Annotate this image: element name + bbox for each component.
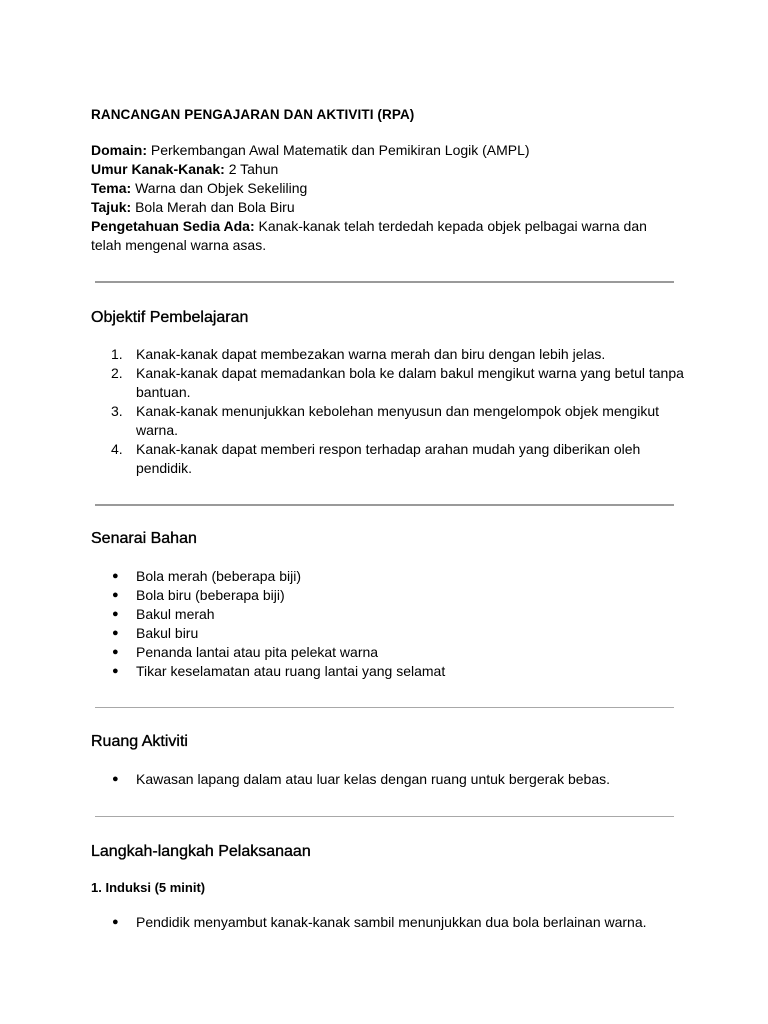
list-item-text: Kanak-kanak dapat memadankan bola ke dalam bakul mengikut warna yang betul tanpa bantuan.: [136, 365, 684, 400]
theme-value: Warna dan Objek Sekeliling: [131, 180, 308, 196]
list-item-text: Kawasan lapang dalam atau luar kelas dengan ruang untuk bergerak bebas.: [136, 771, 610, 787]
list-item: [91, 913, 691, 932]
divider: [95, 504, 674, 506]
topic-value: Bola Merah dan Bola Biru: [131, 199, 295, 215]
age-line: [91, 160, 681, 179]
bullet-icon: ●: [112, 665, 119, 677]
list-item-text: Tikar keselamatan atau ruang lantai yang selamat: [136, 663, 446, 679]
document-title: RANCANGAN PENGAJARAN DAN AKTIVITI (RPA): [91, 107, 415, 122]
list-item-text: Kanak-kanak dapat memberi respon terhadap arahan mudah yang diberikan oleh pendidik.: [136, 441, 641, 476]
list-item: [91, 624, 691, 643]
list-item-text: Bola merah (beberapa biji): [136, 568, 301, 584]
age-value: 2 Tahun: [224, 161, 279, 177]
materials-heading: Senarai Bahan: [91, 530, 197, 547]
activity-space-heading: Ruang Aktiviti: [91, 733, 188, 750]
activity-space-list: [91, 770, 691, 789]
list-item: [91, 586, 691, 605]
list-item: [91, 662, 691, 681]
implementation-steps-heading: Langkah-langkah Pelaksanaan: [91, 843, 311, 860]
list-item-text: Bakul biru: [136, 625, 199, 641]
theme-label: Tema:: [91, 180, 132, 196]
list-number: 2.: [111, 365, 123, 381]
prior-knowledge-label: Pengetahuan Sedia Ada:: [91, 218, 255, 234]
bullet-icon: ●: [112, 646, 119, 658]
list-number: 1.: [111, 346, 123, 362]
bullet-icon: ●: [112, 570, 119, 582]
list-number: 3.: [111, 403, 123, 419]
list-item: [91, 567, 691, 586]
bullet-icon: ●: [112, 608, 119, 620]
list-item: [91, 402, 691, 440]
list-item-text: Penanda lantai atau pita pelekat warna: [136, 644, 379, 660]
bullet-icon: ●: [112, 916, 119, 928]
objectives-list: [91, 345, 691, 478]
list-item: [91, 605, 691, 624]
domain-label: Domain:: [91, 142, 147, 158]
list-item: [91, 643, 691, 662]
divider: [95, 816, 674, 817]
bullet-icon: ●: [112, 773, 119, 785]
bullet-icon: ●: [112, 627, 119, 639]
lesson-info: [91, 141, 681, 255]
list-item-text: Kanak-kanak dapat membezakan warna merah dan biru dengan lebih jelas.: [136, 346, 606, 362]
divider: [95, 707, 674, 708]
prior-knowledge-line: [91, 217, 681, 255]
theme-line: [91, 179, 681, 198]
list-item-text: Kanak-kanak menunjukkan kebolehan menyusun dan mengelompok objek mengikut warna.: [136, 403, 659, 438]
list-item: [91, 770, 691, 789]
domain-line: [91, 141, 681, 160]
topic-line: [91, 198, 681, 217]
list-item-text: Pendidik menyambut kanak-kanak sambil menunjukkan dua bola berlainan warna.: [136, 914, 647, 930]
list-number: 4.: [111, 441, 123, 457]
induction-subheading: 1. Induksi (5 minit): [91, 880, 206, 895]
induction-list: [91, 913, 691, 932]
topic-label: Tajuk:: [91, 199, 132, 215]
age-label: Umur Kanak-Kanak:: [91, 161, 225, 177]
list-item: [91, 440, 691, 478]
bullet-icon: ●: [112, 589, 119, 601]
list-item-text: Bola biru (beberapa biji): [136, 587, 285, 603]
materials-list: [91, 567, 691, 681]
domain-value: Perkembangan Awal Matematik dan Pemikiran Logik (AMPL): [147, 142, 530, 158]
divider: [95, 281, 674, 283]
prior-knowledge-value: Kanak-kanak telah terdedah kepada objek pelbagai warna dan telah mengenal warna asas.: [91, 218, 647, 253]
objectives-heading: Objektif Pembelajaran: [91, 309, 249, 326]
list-item-text: Bakul merah: [136, 606, 215, 622]
list-item: [91, 364, 691, 402]
list-item: [91, 345, 691, 364]
